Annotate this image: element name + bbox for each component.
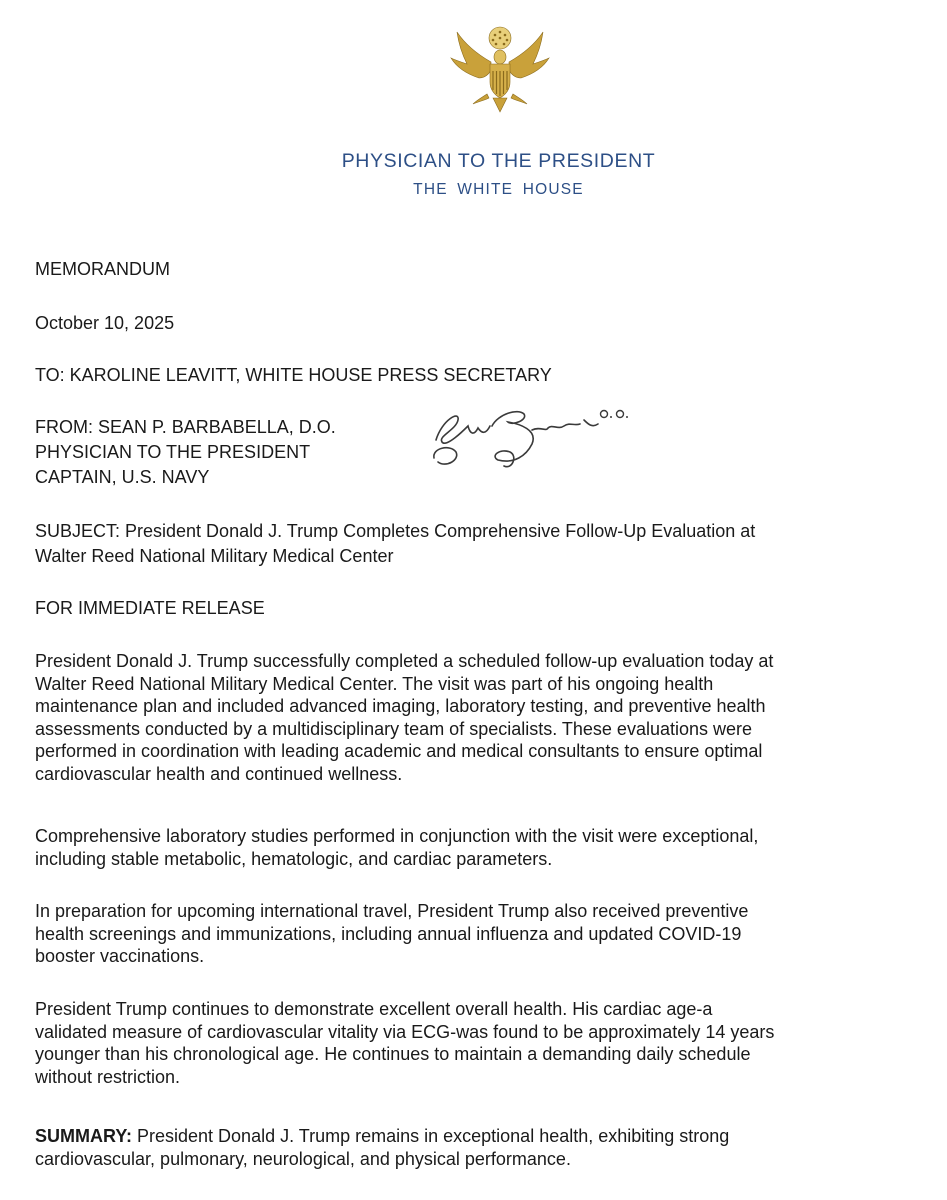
body-paragraph-2 — [35, 825, 915, 870]
summary-text: President Donald J. Trump remains in exceptional health, exhibiting strong — [132, 1126, 730, 1146]
summary-paragraph — [35, 1125, 915, 1170]
paragraph-line: validated measure of cardiovascular vitality via ECG-was found to be approximately 14 years — [35, 1021, 775, 1042]
summary-line: cardiovascular, pulmonary, neurological, and physical performance. — [35, 1148, 571, 1169]
summary-line — [35, 1125, 915, 1148]
paragraph-line: younger than his chronological age. He continues to maintain a demanding daily schedule — [35, 1044, 751, 1064]
memo-to: TO: KAROLINE LEAVITT, WHITE HOUSE PRESS SECRETARY — [35, 365, 552, 385]
memo-from-title: PHYSICIAN TO THE PRESIDENT — [35, 442, 311, 462]
memo-type: MEMORANDUM — [35, 259, 170, 279]
paragraph-line: President Donald J. Trump successfully completed a scheduled follow-up evaluation today at — [35, 651, 774, 671]
memo-date: October 10, 2025 — [35, 313, 175, 333]
paragraph-line: performed in coordination with leading academic and medical consultants to ensure optimal — [35, 741, 763, 761]
paragraph-line: without restriction. — [35, 1066, 181, 1087]
body-paragraph-3 — [35, 900, 915, 968]
letterhead-title: PHYSICIAN TO THE PRESIDENT — [341, 150, 656, 172]
paragraph-line: Comprehensive laboratory studies performed in conjunction with the visit were exceptional, — [35, 826, 759, 846]
paragraph-line: booster vaccinations. — [35, 946, 205, 966]
memo-subject-line2: Walter Reed National Military Medical Center — [35, 546, 394, 566]
paragraph-line: In preparation for upcoming international travel, President Trump also received preventive — [35, 901, 749, 921]
body-paragraph-1 — [35, 650, 915, 785]
paragraph-line: health screenings and immunizations, including annual influenza and updated COVID-19 — [35, 923, 742, 944]
paragraph-line: including stable metabolic, hematologic, and cardiac parameters. — [35, 848, 553, 869]
paragraph-line: cardiovascular health and continued wellness. — [35, 763, 403, 784]
body-paragraph-4 — [35, 998, 915, 1088]
memo-subject-line1: SUBJECT: President Donald J. Trump Completes Comprehensive Follow-Up Evaluation at — [35, 521, 756, 541]
release-notice: FOR IMMEDIATE RELEASE — [35, 598, 265, 618]
paragraph-line: assessments conducted by a multidisciplinary team of specialists. These evaluations were — [35, 718, 753, 739]
paragraph-line: Walter Reed National Military Medical Center. The visit was part of his ongoing health — [35, 673, 714, 694]
summary-label: SUMMARY: — [35, 1126, 132, 1146]
memo-from-rank: CAPTAIN, U.S. NAVY — [35, 467, 210, 487]
memo-from: FROM: SEAN P. BARBABELLA, D.O. — [35, 417, 336, 437]
paragraph-line: President Trump continues to demonstrate excellent overall health. His cardiac age-a — [35, 999, 713, 1019]
handwritten-signature-icon — [428, 400, 658, 474]
letterhead-subtitle: THE WHITE HOUSE — [413, 181, 584, 198]
presidential-eagle-seal-icon — [447, 24, 553, 116]
paragraph-line: maintenance plan and included advanced imaging, laboratory testing, and preventive health — [35, 696, 766, 716]
